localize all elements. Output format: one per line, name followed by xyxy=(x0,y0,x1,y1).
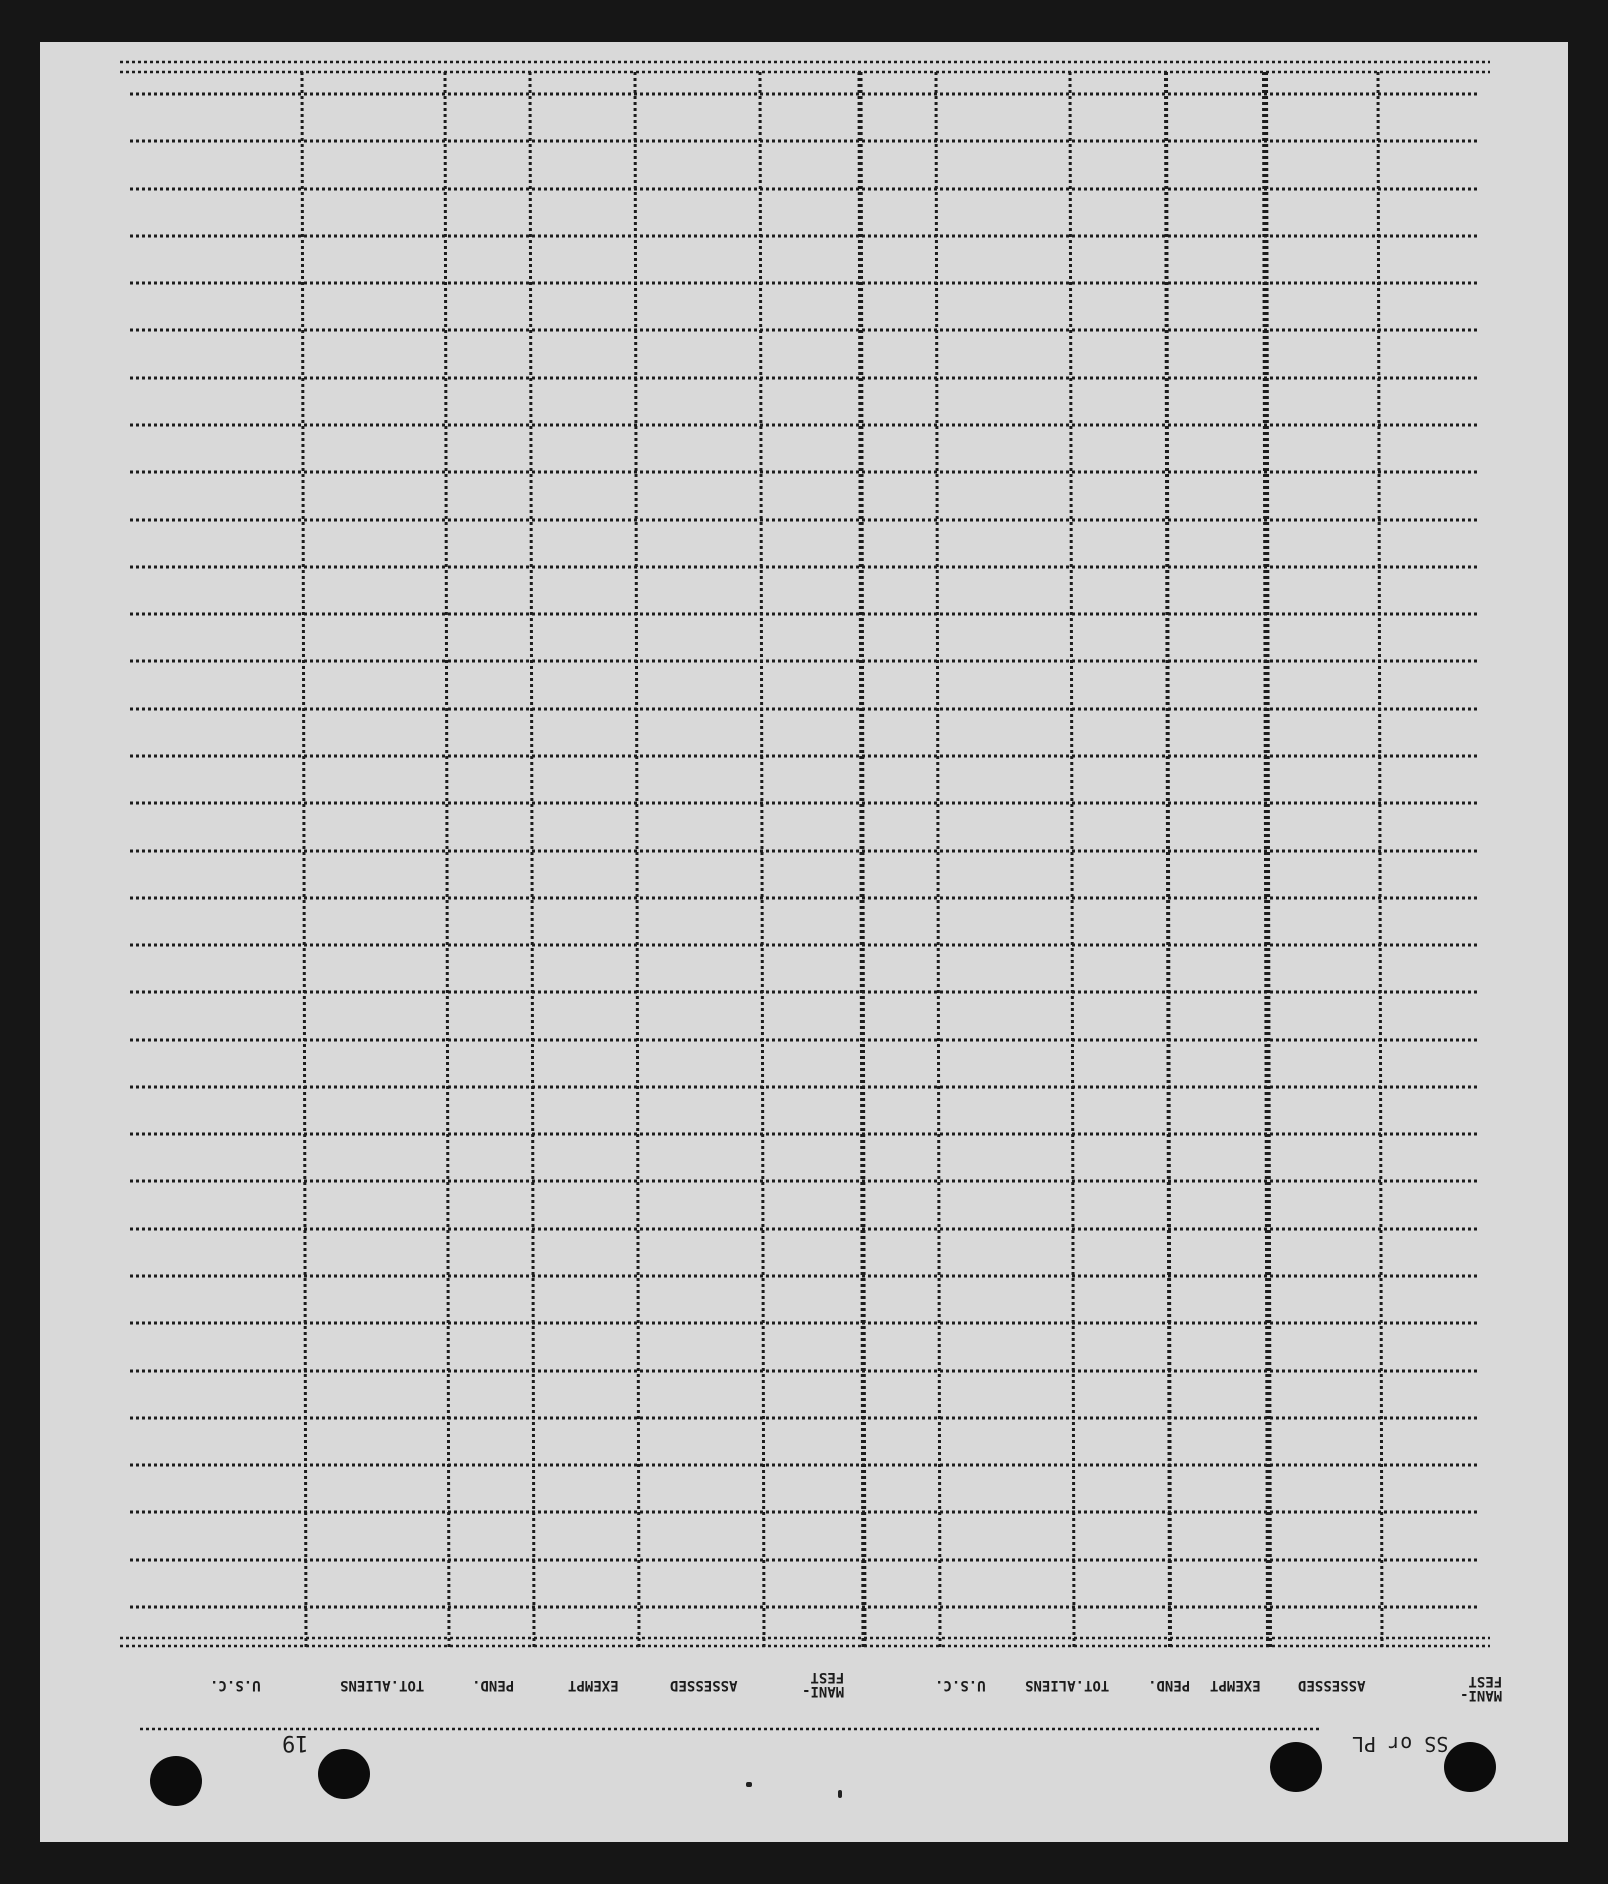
col-header-9: EXEMPT xyxy=(568,1677,619,1693)
ink-speck xyxy=(838,1790,842,1798)
col-header-8: ASSESSED xyxy=(670,1677,738,1693)
grid-column-line xyxy=(635,72,639,1647)
col-header-1: MANI- FEST xyxy=(1460,1673,1503,1703)
col-header-10: PEND. xyxy=(472,1677,515,1693)
grid-column-line xyxy=(860,72,864,1647)
grid-column-line xyxy=(1378,72,1382,1647)
grid-column-line xyxy=(1166,72,1170,1647)
ledger-grid xyxy=(40,42,1568,1842)
col-header-7: MANI- FEST xyxy=(802,1669,845,1699)
punch-hole-left-1 xyxy=(150,1756,202,1806)
punch-hole-right-1 xyxy=(1270,1742,1322,1792)
grid-column-line xyxy=(445,72,449,1647)
punch-hole-right-2 xyxy=(1444,1742,1496,1792)
punch-hole-left-2 xyxy=(318,1749,370,1799)
col-header-12: U.S.C. xyxy=(210,1677,261,1693)
ink-speck xyxy=(746,1782,752,1787)
grid-column-line xyxy=(1265,72,1269,1647)
form-sheet xyxy=(40,42,1568,1842)
grid-column-line xyxy=(760,72,764,1647)
col-header-2: ASSESSED xyxy=(1298,1677,1366,1693)
grid-column-line xyxy=(1070,72,1074,1647)
grid-column-line xyxy=(530,72,534,1647)
ss-or-pl-label: SS or PL xyxy=(1352,1732,1449,1756)
col-header-5: TOT.ALIENS xyxy=(1025,1677,1110,1693)
grid-column-line xyxy=(302,72,306,1647)
grid-column-line xyxy=(936,72,940,1647)
year-prefix: 19 xyxy=(282,1730,309,1755)
col-header-11: TOT.ALIENS xyxy=(340,1677,425,1693)
col-header-4: PEND. xyxy=(1148,1677,1191,1693)
col-header-6: U.S.C. xyxy=(935,1677,986,1693)
col-header-3: EXEMPT xyxy=(1210,1677,1261,1693)
